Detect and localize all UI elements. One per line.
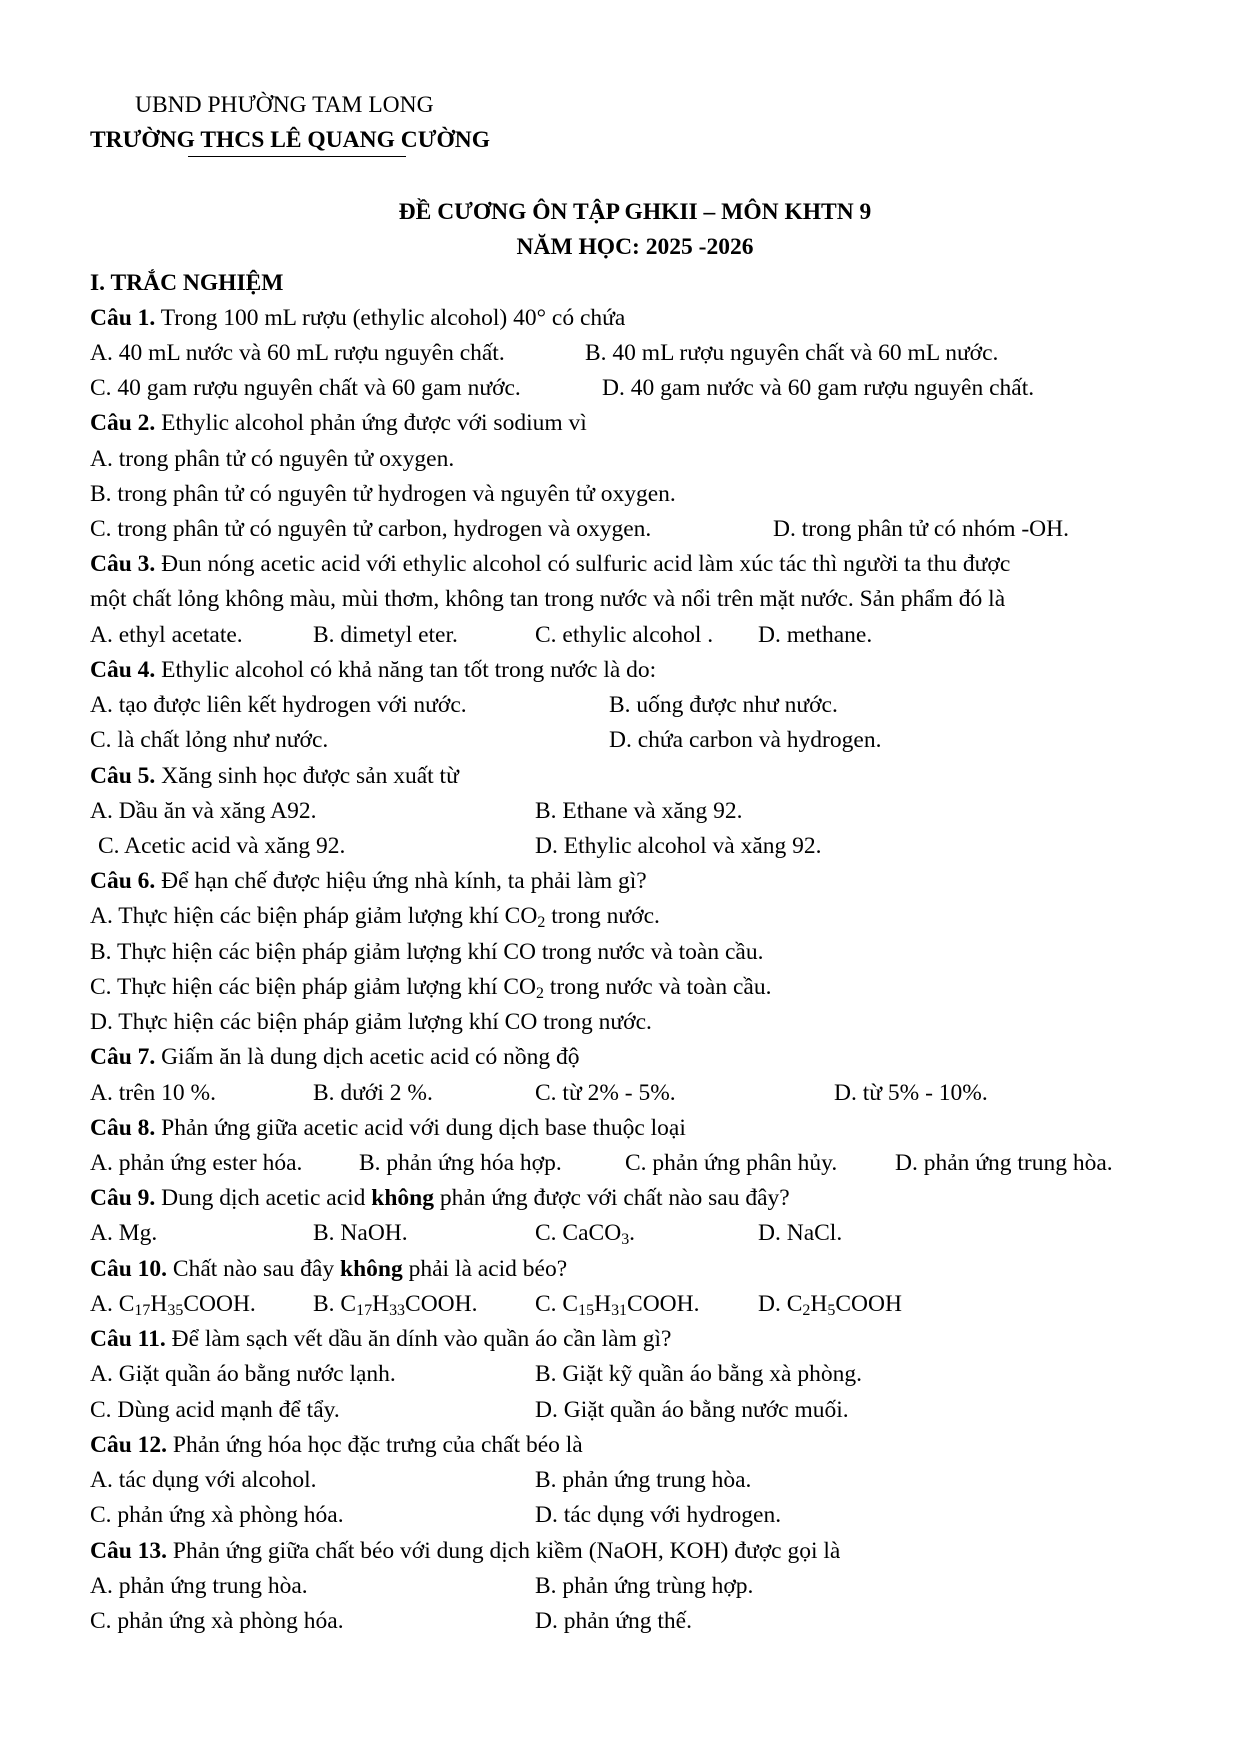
- option-text: C. Thực hiện các biện pháp giảm lượng khí CO: [90, 974, 537, 1000]
- question-8: [90, 1111, 1181, 1145]
- option-d: D. từ 5% - 10%.: [834, 1080, 988, 1106]
- question-text: Để làm sạch vết dầu ăn dính vào quần áo cần làm gì?: [165, 1326, 672, 1352]
- question-5: [90, 759, 1181, 793]
- option-b: B. phản ứng hóa hợp.: [359, 1150, 562, 1176]
- formula-part: COOH.: [627, 1291, 700, 1317]
- subscript: 17: [356, 1301, 373, 1319]
- option-c: C. phản ứng xà phòng hóa.: [90, 1608, 344, 1634]
- option-a: A. phản ứng ester hóa.: [90, 1150, 303, 1176]
- option-a: A. ethyl acetate.: [90, 622, 243, 648]
- subscript: 33: [389, 1301, 406, 1319]
- option-d: D. Thực hiện các biện pháp giảm lượng khí CO trong nước.: [90, 1009, 652, 1035]
- option-a: A. tác dụng với alcohol.: [90, 1467, 317, 1493]
- question-label: Câu 8.: [90, 1115, 156, 1141]
- subscript: 3: [621, 1230, 630, 1248]
- question-text: phản ứng được với chất nào sau đây?: [434, 1185, 790, 1211]
- formula-part: A. C: [90, 1291, 135, 1317]
- header-org: UBND PHƯỜNG TAM LONG: [135, 92, 434, 118]
- question-9: [90, 1181, 1181, 1215]
- question-label: Câu 11.: [90, 1326, 166, 1352]
- question-text: Xăng sinh học được sản xuất từ: [155, 763, 459, 789]
- question-label: Câu 5.: [90, 763, 156, 789]
- option-c: C. Acetic acid và xăng 92.: [98, 833, 346, 859]
- option-a: [90, 1287, 256, 1321]
- formula-part: B. C: [313, 1291, 357, 1317]
- question-text: Phản ứng giữa acetic acid với dung dịch base thuộc loại: [155, 1115, 686, 1141]
- option-a: A. trong phân tử có nguyên tử oxygen.: [90, 446, 455, 472]
- option-c: C. 40 gam rượu nguyên chất và 60 gam nước.: [90, 375, 521, 401]
- option-c: C. ethylic alcohol .: [535, 622, 714, 648]
- question-text: Ethylic alcohol có khả năng tan tốt trong nước là do:: [155, 657, 657, 683]
- option-b: B. trong phân tử có nguyên tử hydrogen và nguyên tử oxygen.: [90, 481, 676, 507]
- formula-part: H: [372, 1291, 390, 1317]
- formula-part: COOH.: [405, 1291, 478, 1317]
- option-d: D. chứa carbon và hydrogen.: [609, 727, 882, 753]
- subscript: 2: [537, 913, 546, 931]
- option-d: D. Giặt quần áo bằng nước muối.: [535, 1397, 849, 1423]
- formula-part: COOH.: [183, 1291, 256, 1317]
- question-text: Chất nào sau đây: [167, 1256, 340, 1282]
- formula-part: D. C: [758, 1291, 803, 1317]
- subscript: 17: [134, 1301, 151, 1319]
- question-label: Câu 1.: [90, 305, 156, 331]
- option-b: B. NaOH.: [313, 1220, 408, 1246]
- subscript: 15: [578, 1301, 595, 1319]
- question-text: Dung dịch acetic acid: [155, 1185, 372, 1211]
- option-b: B. uống được như nước.: [609, 692, 838, 718]
- subscript: 2: [536, 984, 545, 1002]
- option-b: B. Thực hiện các biện pháp giảm lượng khí CO trong nước và toàn cầu.: [90, 939, 764, 965]
- question-label: Câu 7.: [90, 1044, 156, 1070]
- emphasis-text: không: [340, 1256, 403, 1282]
- formula-part: C. C: [535, 1291, 579, 1317]
- option-b: [313, 1287, 478, 1321]
- subscript: 35: [167, 1301, 184, 1319]
- subscript: 2: [802, 1301, 811, 1319]
- option-a: A. Giặt quần áo bằng nước lạnh.: [90, 1361, 396, 1387]
- option-c: C. Dùng acid mạnh để tẩy.: [90, 1397, 340, 1423]
- question-label: Câu 9.: [90, 1185, 156, 1211]
- question-label: Câu 13.: [90, 1538, 168, 1564]
- question-3: [90, 547, 1181, 581]
- option-c: [90, 970, 1181, 1004]
- option-b: B. Giặt kỹ quần áo bằng xà phòng.: [535, 1361, 862, 1387]
- option-c: C. trong phân tử có nguyên tử carbon, hydrogen và oxygen.: [90, 516, 652, 542]
- question-text: Phản ứng giữa chất béo với dung dịch kiềm (NaOH, KOH) được gọi là: [167, 1538, 841, 1564]
- question-text: Đun nóng acetic acid với ethylic alcohol có sulfuric acid làm xúc tác thì người ta thu được: [155, 551, 1011, 577]
- option-d: D. phản ứng thế.: [535, 1608, 692, 1634]
- question-13: [90, 1534, 1181, 1568]
- option-text: .: [629, 1220, 636, 1246]
- question-label: Câu 12.: [90, 1432, 168, 1458]
- option-d: D. 40 gam nước và 60 gam rượu nguyên chất.: [602, 375, 1035, 401]
- option-text: A. Thực hiện các biện pháp giảm lượng khí CO: [90, 903, 538, 929]
- option-a: A. Mg.: [90, 1220, 158, 1246]
- option-d: D. trong phân tử có nhóm -OH.: [773, 516, 1069, 542]
- question-text: Trong 100 mL rượu (ethylic alcohol) 40° có chứa: [155, 305, 626, 331]
- question-7: [90, 1040, 1181, 1074]
- option-text: trong nước và toàn cầu.: [544, 974, 772, 1000]
- emphasis-text: không: [371, 1185, 434, 1211]
- question-text: Ethylic alcohol phản ứng được với sodium vì: [155, 410, 587, 436]
- question-text-cont: một chất lỏng không màu, mùi thơm, không tan trong nước và nổi trên mặt nước. Sản phẩm đó là: [90, 586, 1006, 612]
- question-text: Phản ứng hóa học đặc trưng của chất béo là: [167, 1432, 583, 1458]
- question-4: [90, 653, 1181, 687]
- option-b: B. dimetyl eter.: [313, 622, 458, 648]
- subscript: 5: [827, 1301, 836, 1319]
- option-a: A. trên 10 %.: [90, 1080, 216, 1106]
- option-d: [758, 1287, 902, 1321]
- option-a: [90, 899, 1181, 933]
- question-text: Để hạn chế được hiệu ứng nhà kính, ta phải làm gì?: [155, 868, 647, 894]
- option-a: A. phản ứng trung hòa.: [90, 1573, 308, 1599]
- question-text: Giấm ăn là dung dịch acetic acid có nồng độ: [155, 1044, 580, 1070]
- option-b: B. dưới 2 %.: [313, 1080, 433, 1106]
- question-label: Câu 4.: [90, 657, 156, 683]
- option-b: B. phản ứng trùng hợp.: [535, 1573, 754, 1599]
- option-b: B. phản ứng trung hòa.: [535, 1467, 752, 1493]
- question-12: [90, 1428, 1181, 1462]
- question-label: Câu 2.: [90, 410, 156, 436]
- option-a: A. tạo được liên kết hydrogen với nước.: [90, 692, 467, 718]
- option-a: A. 40 mL nước và 60 mL rượu nguyên chất.: [90, 340, 505, 366]
- header-school: TRƯỜNG THCS LÊ QUANG CƯỜNG: [90, 127, 490, 153]
- question-10: [90, 1252, 1181, 1286]
- question-label: Câu 6.: [90, 868, 156, 894]
- option-text: trong nước.: [545, 903, 660, 929]
- option-c: [535, 1216, 635, 1250]
- question-1: [90, 301, 1181, 335]
- question-2: [90, 406, 1181, 440]
- option-c: [535, 1287, 700, 1321]
- option-d: D. NaCl.: [758, 1220, 843, 1246]
- option-d: D. Ethylic alcohol và xăng 92.: [535, 833, 822, 859]
- option-d: D. methane.: [758, 622, 873, 648]
- formula-part: H: [810, 1291, 828, 1317]
- option-c: C. là chất lỏng như nước.: [90, 727, 329, 753]
- question-11: [90, 1322, 1181, 1356]
- option-d: D. tác dụng với hydrogen.: [535, 1502, 782, 1528]
- doc-title: ĐỀ CƯƠNG ÔN TẬP GHKII – MÔN KHTN 9: [398, 199, 872, 225]
- question-6: [90, 864, 1181, 898]
- option-c: C. từ 2% - 5%.: [535, 1080, 676, 1106]
- header-underline: [188, 156, 406, 157]
- formula-part: H: [594, 1291, 612, 1317]
- option-text: C. CaCO: [535, 1220, 622, 1246]
- option-b: B. 40 mL rượu nguyên chất và 60 mL nước.: [585, 340, 999, 366]
- option-b: B. Ethane và xăng 92.: [535, 798, 743, 824]
- subscript: 31: [611, 1301, 628, 1319]
- question-label: Câu 3.: [90, 551, 156, 577]
- formula-part: COOH: [835, 1291, 902, 1317]
- option-a: A. Dầu ăn và xăng A92.: [90, 798, 317, 824]
- question-label: Câu 10.: [90, 1256, 168, 1282]
- option-c: C. phản ứng xà phòng hóa.: [90, 1502, 344, 1528]
- section-heading: I. TRẮC NGHIỆM: [90, 270, 284, 296]
- option-c: C. phản ứng phân hủy.: [625, 1150, 838, 1176]
- question-text: phải là acid béo?: [402, 1256, 568, 1282]
- option-d: D. phản ứng trung hòa.: [895, 1150, 1113, 1176]
- formula-part: H: [150, 1291, 168, 1317]
- doc-subtitle: NĂM HỌC: 2025 -2026: [516, 234, 754, 260]
